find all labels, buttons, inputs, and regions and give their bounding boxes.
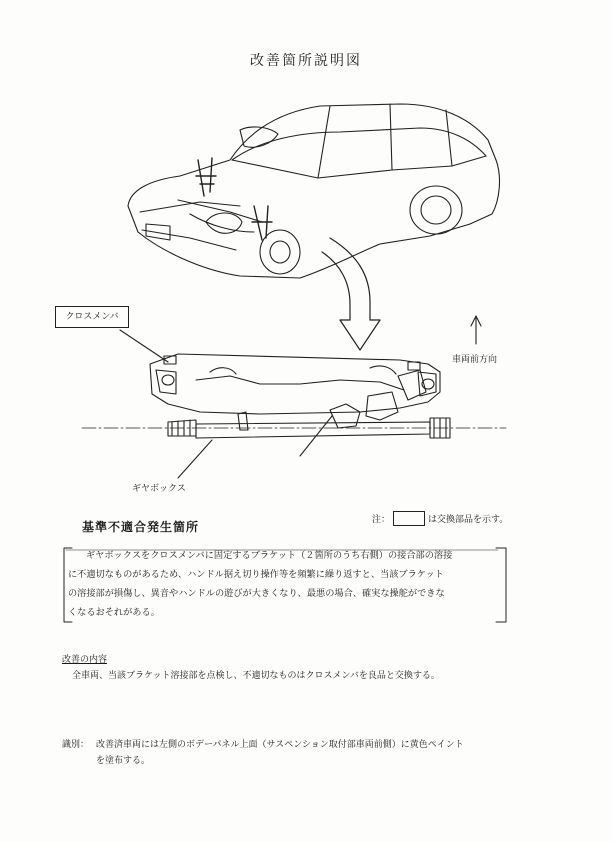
note-prefix: 注： — [372, 515, 391, 525]
note-suffix: は交換部品を示す。 — [428, 515, 509, 525]
description-line: の溶接部が損傷し、異音やハンドルの遊びが大きくなり、最悪の場合、確実な操舵ができな — [68, 588, 445, 599]
identification-label: 識別： — [62, 740, 90, 750]
down-arrow — [322, 238, 380, 350]
nonconformity-title: 基準不適合発生箇所 — [82, 520, 200, 534]
gearbox-leader — [178, 440, 212, 478]
identification-line: を塗布する。 — [96, 756, 151, 766]
vehicle-front-label: 車両前方向 — [452, 355, 498, 365]
improvement-body: 全車両、当該ブラケット溶接部を点検し、不適切なものはクロスメンバを良品と交換する。 — [72, 671, 440, 681]
cross-member-drawing — [150, 354, 440, 414]
improvement-heading: 改善の内容 — [62, 655, 108, 665]
cross-member-leader — [120, 330, 168, 362]
vehicle-front-arrow — [471, 316, 481, 344]
identification-line: 改善済車両には左側のボデーパネル上面（サスペンション取付部車両前側）に黄色ペイント — [96, 740, 464, 750]
nonconformity-description — [68, 546, 500, 622]
description-line: に不適切なものがあるため、ハンドル据え切り操作等を頻繁に繰り返すと、当該ブラケット — [68, 569, 444, 580]
replacement-part-swatch — [393, 511, 425, 526]
page-title: 改善箇所説明図 — [250, 53, 362, 69]
car-illustration — [128, 104, 499, 278]
description-line: くなるおそれがある。 — [68, 607, 160, 618]
description-line: ギヤボックスをクロスメンバに固定するブラケット（２箇所のうち右側）の接合部の溶接 — [86, 550, 453, 561]
cross-member-label: クロスメンバ — [55, 306, 129, 328]
identification-body — [96, 737, 556, 769]
gearbox-label: ギヤボックス — [132, 484, 186, 494]
legend-note — [372, 511, 508, 526]
